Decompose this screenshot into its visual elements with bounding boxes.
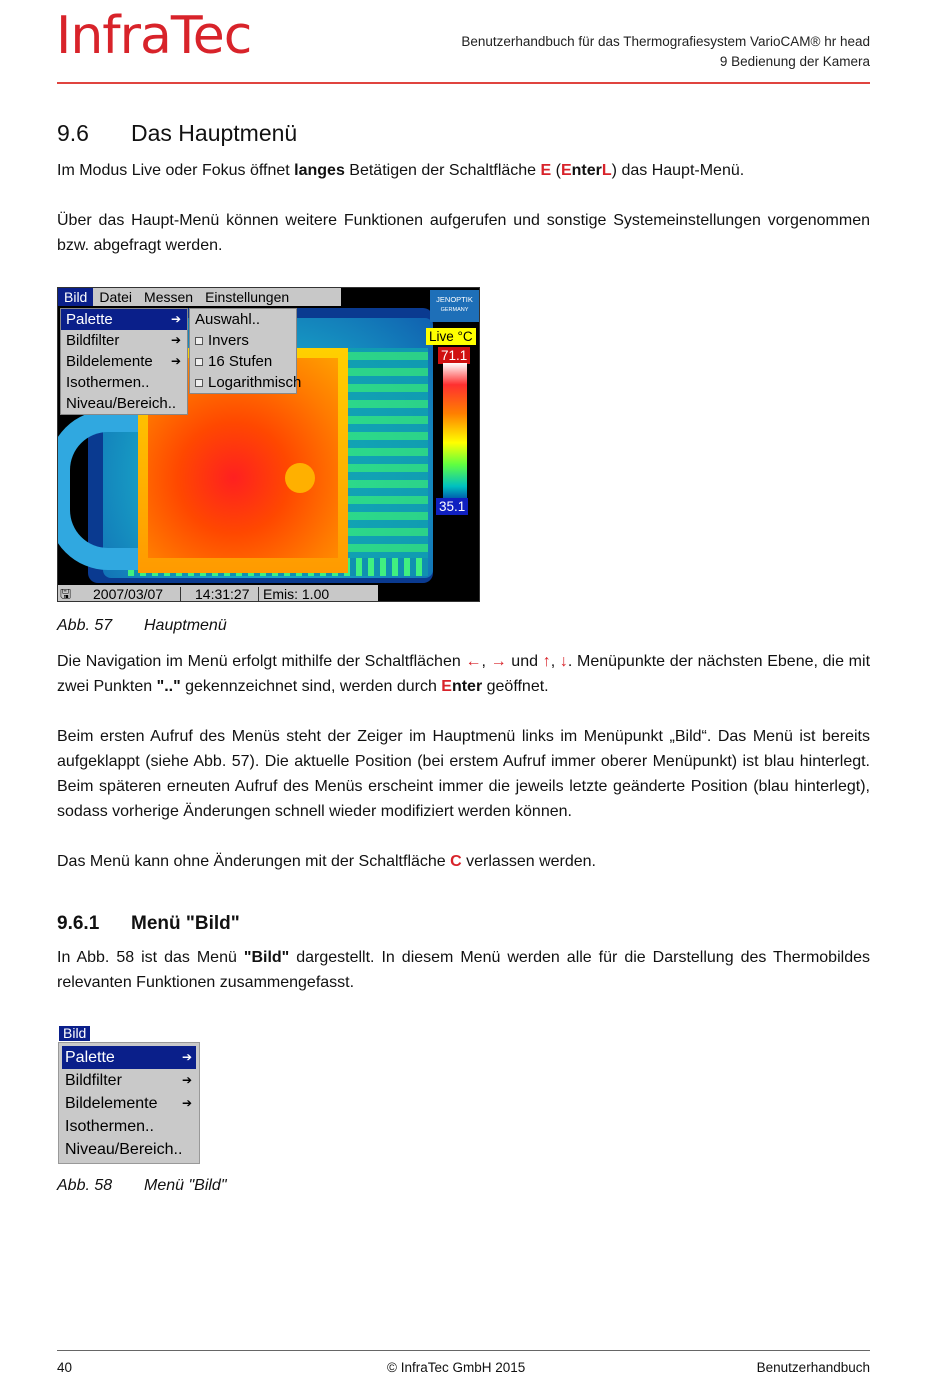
checkbox-icon[interactable] [195,358,203,366]
bild-menu-item-bildfilter[interactable]: Bildfilter ➔ [62,1069,196,1092]
submenu-arrow-icon: ➔ [181,1050,192,1064]
max-temp-label: 71.1 [438,347,470,364]
subsection-title: Menü "Bild" [131,913,240,934]
paragraph-4: Beim ersten Aufruf des Menüs steht der Zeiger im Hauptmenü links im Menüpunkt „Bild“. Das Menü ist bereits aufgeklappt (siehe Abb. 57). Die aktuelle Position (bei erstem Aufruf immer oberer Menüpunkt) ist blau hinterlegt. Beim späteren erneuten Aufruf des Menüs erscheint immer die jeweils letzte geänderte Position (blau hinterlegt), sodass vorherige Änderungen schnell wieder modifiziert werden können. [57,728,870,820]
paragraph-3: Die Navigation im Menü erfolgt mithilfe der Schaltflächen ←, → und ↑, ↓. Menüpunkte der nächsten Ebene, die mit zwei Punkten ".." gekennzeichnet sind, werden durch Enter geöffnet. [57,653,871,695]
header-chapter: 9 Bedienung der Kamera [719,54,870,69]
figure-58-caption: Abb. 58 Menü "Bild" [57,1177,227,1194]
footer-doc-title: Benutzerhandbuch [756,1360,870,1375]
figure-57-caption: Abb. 57 Hauptmenü [57,617,227,634]
status-emissivity: Emis: 1.00 [263,586,330,602]
min-temp-label: 35.1 [436,498,468,515]
save-disk-icon: 🖫 [60,586,72,601]
subsection-heading [57,913,240,935]
camera-main-menu [60,308,188,415]
submenu-item-invers[interactable]: Invers [190,330,296,351]
paragraph-5: Das Menü kann ohne Änderungen mit der Schaltfläche C verlassen werden. [57,853,596,870]
header-info [461,32,870,72]
page-number: 40 [57,1360,73,1375]
bild-menu-item-palette[interactable]: Palette ➔ [62,1046,196,1069]
color-scale-bar [443,363,467,508]
submenu-arrow-icon: ➔ [181,1073,192,1087]
paragraph-6: In Abb. 58 ist das Menü "Bild" dargestellt. In diesem Menü werden alle für die Darstellung des Thermobildes relevanten Funktionen zusammengefasst. [57,949,870,991]
bild-menu [58,1042,200,1164]
section-title: Das Hauptmenü [131,120,298,146]
menu-item-palette[interactable]: Palette ➔ [61,309,187,330]
footer-divider [57,1350,870,1351]
submenu-arrow-icon: ➔ [170,354,181,368]
menu-item-bildelemente[interactable]: Bildelemente ➔ [66,353,181,370]
menu-item-bildfilter[interactable]: Bildfilter ➔ [66,332,181,349]
menu-item-niveau[interactable]: Niveau/Bereich.. [66,395,177,412]
status-time: 14:31:27 [195,586,250,602]
arrow-up-icon: ↑ [542,653,551,670]
menu-item-isothermen[interactable]: Isothermen.. [66,374,150,391]
submenu-item-auswahl[interactable]: Auswahl.. [195,311,261,328]
infratec-logo: InfraTec [56,6,252,66]
subsection-number: 9.6.1 [57,913,100,934]
menubar-messen[interactable]: Messen [144,289,194,305]
camera-menubar [58,288,341,306]
mode-label: Live °C [426,328,476,345]
jenoptik-logo: JENOPTIK GERMANY [430,290,479,322]
bild-menu-item-bildelemente[interactable]: Bildelemente ➔ [62,1092,196,1115]
camera-sub-menu [189,308,302,394]
submenu-arrow-icon: ➔ [170,333,181,347]
submenu-arrow-icon: ➔ [181,1096,192,1110]
menubar-datei[interactable]: Datei [99,289,133,305]
section-heading [57,120,297,147]
menubar-bild[interactable]: Bild [58,288,93,306]
arrow-right-icon: → [490,653,507,670]
paragraph-2: Über das Haupt-Menü können weitere Funktionen aufgerufen und sonstige Systemeinstellungen vorgenommen bzw. abgefragt werden. [57,212,870,254]
thermal-image-screenshot [57,287,480,602]
submenu-item-logarithmisch[interactable]: Logarithmisch [190,372,296,393]
section-number: 9.6 [57,120,89,146]
footer-copyright: © InfraTec GmbH 2015 [387,1360,526,1375]
arrow-left-icon: ← [465,653,482,670]
submenu-arrow-icon: ➔ [170,312,181,326]
camera-statusbar [58,585,378,602]
submenu-item-16-stufen[interactable]: 16 Stufen [190,351,296,372]
bild-menu-item-isothermen[interactable]: Isothermen.. [65,1118,154,1135]
bild-menu-item-niveau[interactable]: Niveau/Bereich.. [65,1141,183,1158]
bild-menu-tab[interactable]: Bild [59,1026,90,1041]
header-divider [57,82,870,84]
menubar-einstellungen[interactable]: Einstellungen [205,289,290,305]
checkbox-icon[interactable] [195,337,203,345]
status-date: 2007/03/07 [93,586,164,602]
checkbox-icon[interactable] [195,379,203,387]
arrow-down-icon: ↓ [559,653,568,670]
header-title: Benutzerhandbuch für das Thermografiesystem VarioCAM® hr head [461,34,870,49]
paragraph-1: Im Modus Live oder Fokus öffnet langes Betätigen der Schaltfläche E (EnterL) das Haupt-Menü. [57,162,745,179]
